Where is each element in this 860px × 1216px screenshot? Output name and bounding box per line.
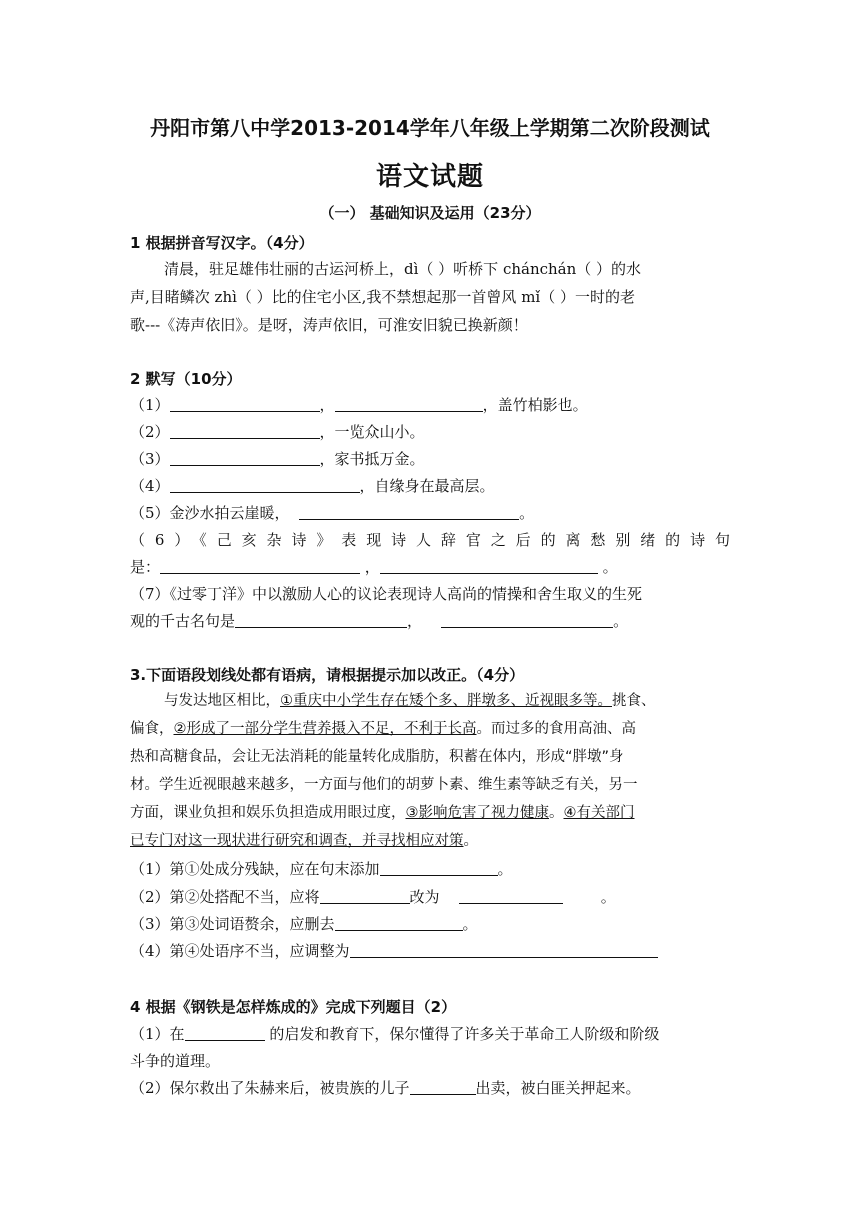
item-text: ，家书抵万金。 [319,450,425,468]
answer-blank[interactable] [410,1078,476,1095]
q1-line-3: 歌---《涛声依旧》。是呀，涛声依旧，可淮安旧貌已换新颜！ [130,316,528,334]
para-text: 。 [463,833,478,849]
para-text: 方面，课业负担和娱乐负担造成用眼过度， [130,805,406,821]
q3-para-line-5 [130,802,730,824]
underlined-sentence-4-cont: 已专门对这一现状进行研究和调查，并寻找相应对策 [130,833,464,849]
q3-answer-3 [130,913,730,935]
q4-item-1 [130,1023,730,1045]
q3-answer-4 [130,940,730,962]
q4-heading: 4 根据《钢铁是怎样炼成的》完成下列题目（2） [130,998,457,1016]
q2-item-7 [130,610,730,632]
exam-title: 丹阳市第八中学2013-2014学年八年级上学期第二次阶段测试 [150,116,710,140]
answer-blank[interactable] [320,887,410,904]
q4-item-2 [130,1077,730,1099]
answer-blank[interactable] [335,395,483,412]
q3-heading: 3.下面语段划线处都有语病，请根据提示加以改正。（4分） [130,666,525,684]
q3-answer-2 [130,886,730,908]
para-text: 。而过多的食用高油、高 [476,721,636,737]
item-text: 。 [602,558,618,576]
item-text: （2）保尔救出了朱赫来后，被贵族的儿子 [130,1079,410,1097]
item-text: 的启发和教育下，保尔懂得了许多关于革命工人阶级和阶级 [264,1025,660,1043]
item-text: 出卖，被白匪关押起来。 [475,1079,641,1097]
answer-blank[interactable] [380,859,498,876]
item-text: ，盖竹柏影也。 [482,396,588,414]
item-text: 改为 [409,888,440,906]
item-text: 。 [462,915,478,933]
answer-blank[interactable] [350,941,658,958]
section-heading: （一） 基础知识及运用（23分） [319,204,541,222]
q3-para-line-4: 材。学生近视眼越来越多，一方面与他们的胡萝卜素、维生素等缺乏有关，另一 [130,777,638,793]
q3-para-line-1 [164,690,764,712]
q2-item-4 [130,475,730,497]
q3-para-line-2 [130,718,730,740]
exam-subtitle: 语文试题 [375,162,484,192]
underlined-sentence-3: ③影响危害了视力健康 [405,805,549,821]
item-text: ， [319,396,335,414]
item-text: 。 [497,860,513,878]
item-number: （1） [130,396,170,414]
answer-blank[interactable] [235,611,407,628]
q2-item-5 [130,502,730,524]
q2-item-7-prompt: （7）《过零丁洋》中以激励人心的议论表现诗人高尚的情操和舍生取义的生死 [130,585,643,603]
q3-answer-1 [130,858,730,880]
q2-heading: 2 默写（10分） [130,370,242,388]
item-text: 是： [130,558,161,576]
q4-item-1-cont: 斗争的道理。 [130,1052,221,1070]
underlined-sentence-2: ②形成了一部分学生营养摄入不足，不利于长高 [173,721,477,737]
item-text: （1）在 [130,1025,185,1043]
q2-item-6-prompt: （6）《己亥杂诗》表现诗人辞官之后的离愁别绪的诗句 [130,531,730,549]
item-number: （5）金沙水拍云崖暖， [130,504,290,522]
item-text: （4）第④处语序不当，应调整为 [130,942,350,960]
item-text: （2）第②处搭配不当，应将 [130,888,320,906]
answer-blank[interactable] [299,503,519,520]
item-text: 。 [600,888,616,906]
item-text: （1）第①处成分残缺，应在句末添加 [130,860,380,878]
q1-line-2: 声,目睹鳞次 zhì（ ）比的住宅小区,我不禁想起那一首曾风 mǐ（ ）一时的老 [130,288,635,306]
item-text: 。 [613,612,629,630]
para-text: 与发达地区相比， [164,693,280,709]
para-text: 。 [549,805,564,821]
item-text: 观的千古名句是 [130,612,236,630]
answer-blank[interactable] [335,914,463,931]
para-text: 偏食， [130,721,174,737]
q3-para-line-3: 热和高糖食品，会让无法消耗的能量转化成脂肪，积蓄在体内，形成“胖墩”身 [130,749,624,765]
item-text: ，自缘身在最高层。 [359,477,495,495]
underlined-sentence-1: ①重庆中小学生存在矮个多、胖墩多、近视眼多等。 [280,693,612,709]
item-text: 。 [519,504,535,522]
answer-blank[interactable] [380,557,598,574]
answer-blank[interactable] [170,422,320,439]
item-number: （3） [130,450,170,468]
underlined-sentence-4: ④有关部门 [563,805,635,821]
answer-blank[interactable] [185,1024,265,1041]
item-text: （3）第③处词语赘余，应删去 [130,915,335,933]
q1-heading: 1 根据拼音写汉字。（4分） [130,234,314,252]
q2-item-2 [130,421,730,443]
para-text: 挑食、 [612,693,656,709]
answer-blank[interactable] [170,449,320,466]
item-number: （2） [130,423,170,441]
q3-para-line-6 [130,830,730,852]
q2-item-3 [130,448,730,470]
item-text: ， [364,558,380,576]
answer-blank[interactable] [459,887,563,904]
q1-line-1: 清晨，驻足雄伟壮丽的古运河桥上，dì（ ）听桥下 chánchán（ ）的水 [164,260,642,278]
answer-blank[interactable] [170,476,360,493]
q2-item-1 [130,394,730,416]
answer-blank[interactable] [160,557,360,574]
item-number: （4） [130,477,170,495]
item-text: ， [407,612,423,630]
q2-item-6 [130,556,730,578]
answer-blank[interactable] [441,611,613,628]
item-text: ，一览众山小。 [319,423,425,441]
answer-blank[interactable] [170,395,320,412]
